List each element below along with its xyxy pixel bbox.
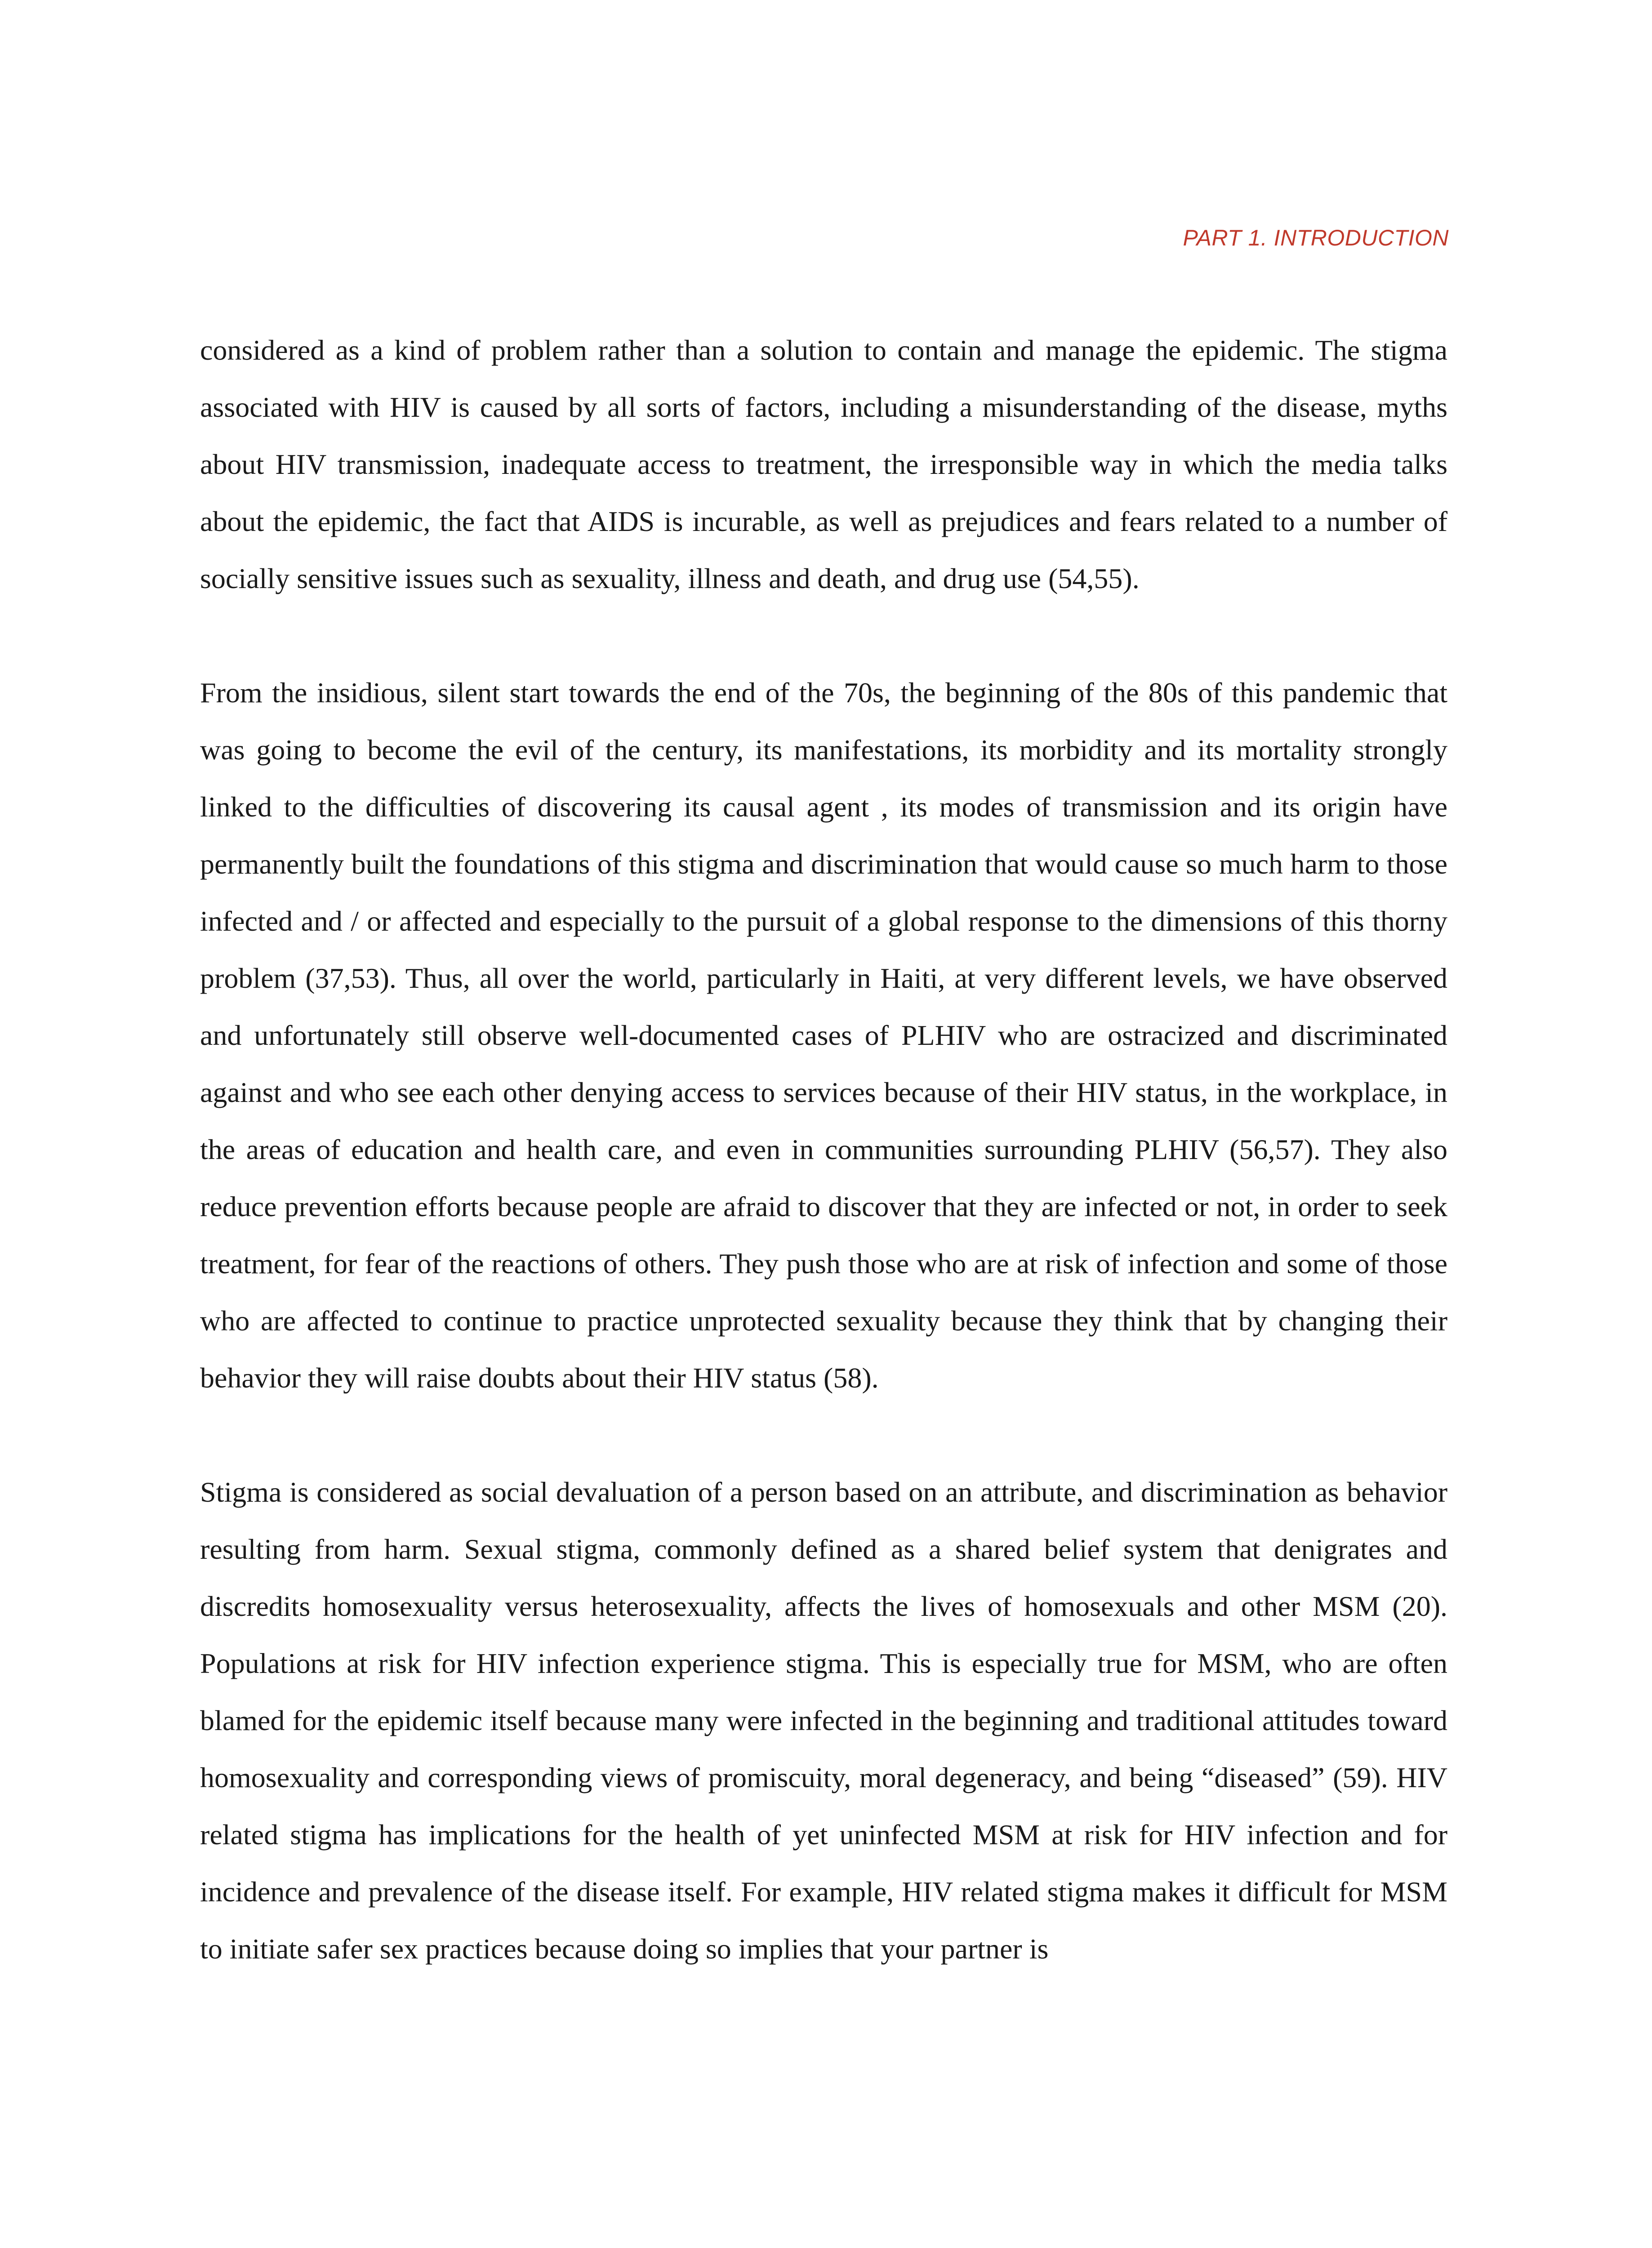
body-text: [200, 321, 1447, 1977]
paragraph-stigma-factors: considered as a kind of problem rather than a solution to contain and manage the epidemic. The stigma associated with HIV is caused by all sorts of factors, including a misunderstanding of the disease, myths about HIV transmission, inadequate access to treatment, the irresponsible way in which the media talks about the epidemic, the fact that AIDS is incurable, as well as prejudices and fears related to a number of socially sensitive issues such as sexuality, illness and death, and drug use (54,55).: [200, 334, 1447, 594]
paragraph-sexual-stigma: Stigma is considered as social devaluation of a person based on an attribute, and discrimination as behavior resulting from harm. Sexual stigma, commonly defined as a shared belief system that denigrates and discredits homosexuality versus heterosexuality, affects the lives of homosexuals and other MSM (20). Populations at risk for HIV infection experience stigma. This is especially true for MSM, who are often blamed for the epidemic itself because many were infected in the beginning and traditional attitudes toward homosexuality and corresponding views of promiscuity, moral degeneracy, and being “diseased” (59). HIV related stigma has implications for the health of yet uninfected MSM at risk for HIV infection and for incidence and prevalence of the disease itself. For example, HIV related stigma makes it difficult for MSM to initiate safer sex practices because doing so implies that your partner is: [200, 1476, 1447, 1965]
paragraph-pandemic-history: From the insidious, silent start towards the end of the 70s, the beginning of the 80s of this pandemic that was going to become the evil of the century, its manifestations, its morbidity and its mortality strongly linked to the difficulties of discovering its causal agent , its modes of transmission and its origin have permanently built the foundations of this stigma and discrimination that would cause so much harm to those infected and / or affected and especially to the pursuit of a global response to the dimensions of this thorny problem (37,53). Thus, all over the world, particularly in Haiti, at very different levels, we have observed and unfortunately still observe well-documented cases of PLHIV who are ostracized and discriminated against and who see each other denying access to services because of their HIV status, in the workplace, in the areas of education and health care, and even in communities surrounding PLHIV (56,57). They also reduce prevention efforts because people are afraid to discover that they are infected or not, in order to seek treatment, for fear of the reactions of others. They push those who are at risk of infection and some of those who are affected to continue to practice unprotected sexuality because they think that by changing their behavior they will raise doubts about their HIV status (58).: [200, 677, 1447, 1394]
running-header: PART 1. INTRODUCTION: [1183, 225, 1449, 250]
